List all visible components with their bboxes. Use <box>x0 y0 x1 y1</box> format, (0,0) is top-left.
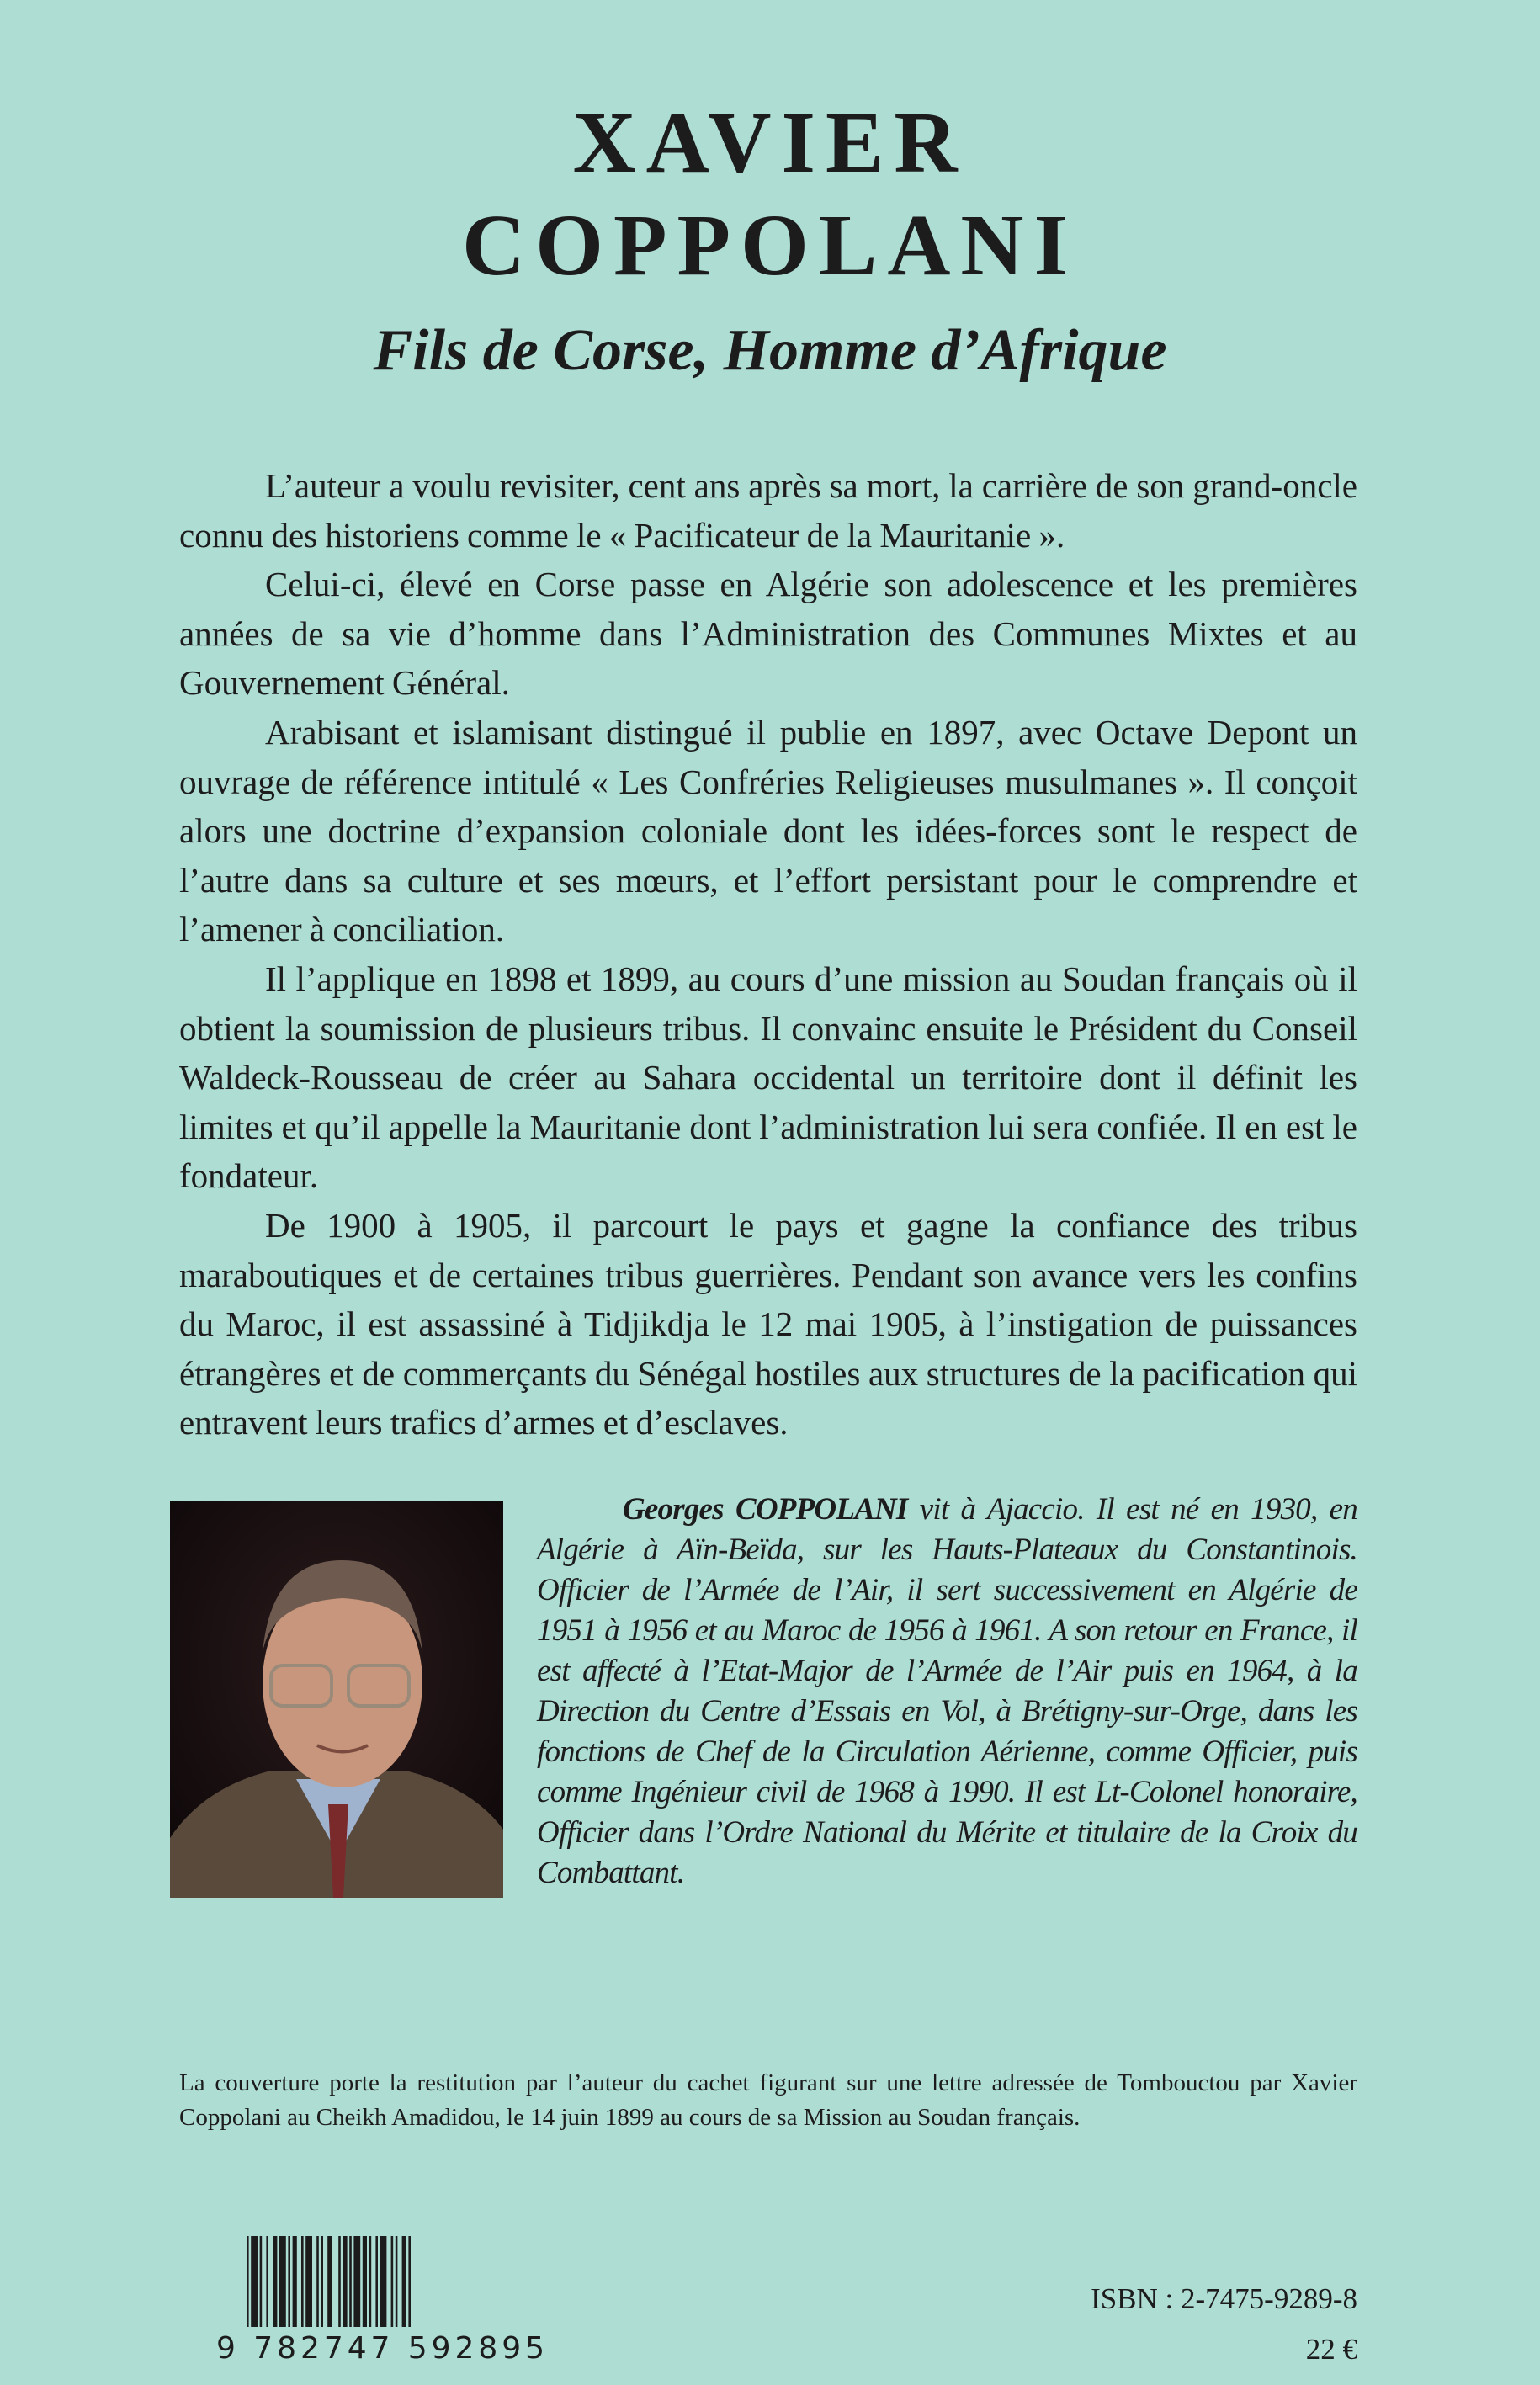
paragraph: Arabisant et islamisant distingué il publie en 1897, avec Octave Depont un ouvrage de référence intitulé « Les Confréries Religieuses musulmanes ». Il conçoit alors une doctrine d’expansion coloniale dont les idées-forces sont le respect de l’autre dans sa culture et ses mœurs, et l’effort persistant pour le comprendre et l’amener à conciliation. <box>179 712 1357 949</box>
barcode-bar <box>247 2236 249 2327</box>
barcode-bar <box>349 2236 352 2327</box>
barcode-bar <box>316 2236 319 2327</box>
paragraph: L’auteur a voulu revisiter, cent ans après sa mort, la carrière de son grand-oncle connu des historiens comme le « Pacificateur de la Mauritanie ». <box>179 466 1357 555</box>
barcode-bar <box>402 2236 406 2327</box>
barcode-bar <box>293 2236 297 2327</box>
paragraph: De 1900 à 1905, il parcourt le pays et gagne la confiance des tribus maraboutiques et de certaines tribus guerrières. Pendant son avance vers les confins du Maroc, il est assassiné à Tidjikdja le 12 mai 1905, à l’instigation de puissances étrangères et de commerçants du Sénégal hostiles aux structures de la pacification qui entravent leurs trafics d’armes et d’esclaves. <box>179 1205 1357 1442</box>
author-bio-text: vit à Ajaccio. Il est né en 1930, en Algérie à Aïn-Beïda, sur les Hauts-Plateaux du Constantinois. Officier de l’Armée de l’Air, il sert successivement en Algérie de 1951 à 1956 et au Maroc de 1956 à 1961. A son retour en France, il est affecté à l’Etat-Major de l’Armée de l’Air puis en 1964, à la Direction du Centre d’Essais en Vol, à Brétigny-sur-Orge, dans les fonctions de Chef de la Circulation Aérienne, comme Officier, puis comme Ingénieur civil de 1968 à 1990. Il est Lt-Colonel honoraire, Officier dans l’Ordre National du Mérite et titulaire de la Croix du Combattant. <box>537 1491 1357 1890</box>
barcode-bar <box>266 2236 268 2327</box>
author-name: Georges COPPOLANI <box>623 1491 908 1527</box>
barcode-bar <box>375 2236 378 2327</box>
barcode-bar <box>273 2236 277 2327</box>
isbn: ISBN : 2-7475-9289-8 <box>1091 2281 1357 2315</box>
paragraph: Celui-ci, élevé en Corse passe en Algérie son adolescence et les premières années de sa vie d’homme dans l’Administration des Communes Mixtes et au Gouvernement Général. <box>179 565 1357 703</box>
barcode-bar <box>396 2236 398 2327</box>
barcode-bar <box>353 2236 360 2327</box>
barcode-bar <box>363 2236 367 2327</box>
barcode-bar <box>251 2236 258 2327</box>
barcode-bar <box>338 2236 341 2327</box>
title-line-2: COPPOLANI <box>462 197 1078 294</box>
barcode-digits: 9 782747 592895 <box>216 2330 544 2362</box>
paragraph: Il l’applique en 1898 et 1899, au cours d’une mission au Soudan français où il obtient la soumission de plusieurs tribus. Il convainc ensuite le Président du Conseil Waldeck-Rousseau de créer au Sahara occidental un territoire dont il définit les limites et qu’il appelle la Mauritanie dont l’administration lui sera confiée. Il en est le fondateur. <box>179 959 1357 1196</box>
summary-text <box>179 461 1357 1447</box>
author-bio <box>537 1490 1357 1894</box>
barcode <box>213 2236 550 2362</box>
author-section <box>170 1491 1357 1898</box>
barcode-bar <box>260 2236 263 2327</box>
barcode-bar <box>301 2236 304 2327</box>
subtitle: Fils de Corse, Homme d’Afrique <box>373 318 1167 383</box>
cover-note: La couverture porte la restitution par l’auteur du cachet figurant sur une lettre adressée de Tombouctou par Xavier Coppolani au Cheikh Amadidou, le 14 juin 1899 au cours de sa Mission au Soudan français. <box>179 2069 1357 2131</box>
barcode-bar <box>343 2236 347 2327</box>
barcode-bar <box>369 2236 372 2327</box>
price: 22 € <box>1305 2332 1357 2366</box>
barcode-bar <box>279 2236 286 2327</box>
barcode-bar <box>408 2236 411 2327</box>
barcode-bar <box>321 2236 323 2327</box>
title-line-1: XAVIER <box>572 94 968 191</box>
barcode-bar <box>380 2236 387 2327</box>
main-content <box>179 461 1357 2371</box>
barcode-bar <box>288 2236 290 2327</box>
author-photo <box>170 1501 503 1898</box>
barcode-bar <box>327 2236 332 2327</box>
barcode-bar <box>391 2236 394 2327</box>
back-cover-footer <box>179 2236 1357 2371</box>
barcode-bar <box>305 2236 312 2327</box>
